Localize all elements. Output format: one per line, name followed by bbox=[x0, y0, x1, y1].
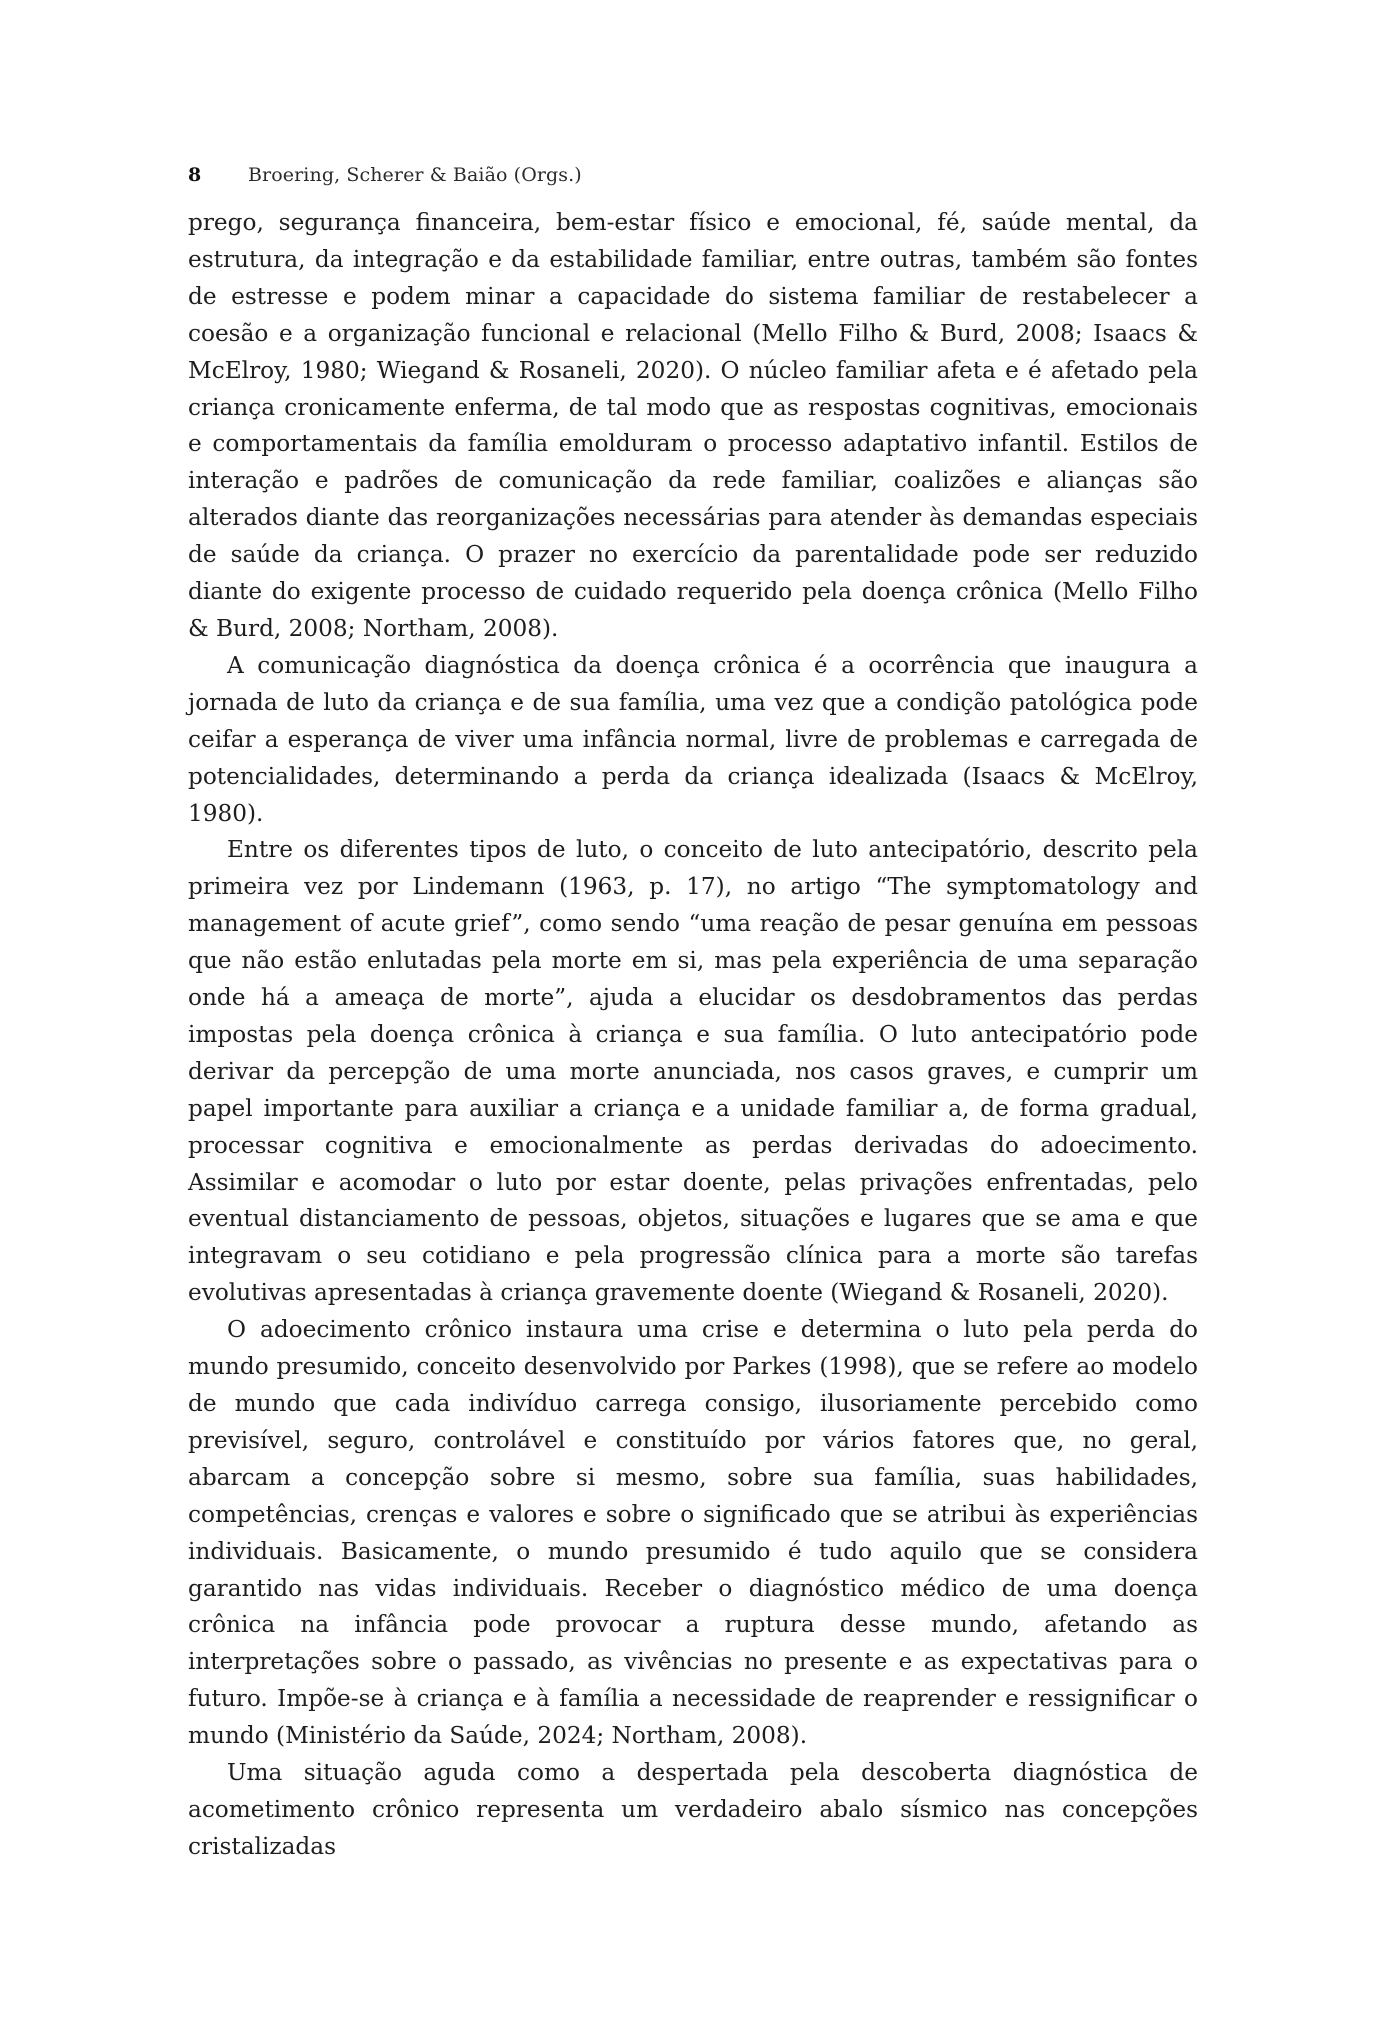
paragraph-presumed-world: O adoecimento crônico instaura uma crise e determina o luto pela perda do mundo presumido, conceito desenvolvido por Parkes (1998), que se refere ao modelo de mundo que cada indivíduo carrega consigo, ilusoriamente percebido como previsível, seguro, controlável e constituído por vários fatores que, no geral, abarcam a concepção sobre si mesmo, sobre sua família, suas habilidades, competências, crenças e valores e sobre o significado que se atribui às experiências individuais. Basicamente, o mundo presumido é tudo aquilo que se considera garantido nas vidas individuais. Receber o diagnóstico médico de uma doença crônica na infância pode provocar a ruptura desse mundo, afetando as interpretações sobre o passado, as vivências no presente e as expectativas para o futuro. Impõe-se à criança e à família a necessidade de reaprender e ressignificar o mundo (Ministério da Saúde, 2024; Northam, 2008). bbox=[188, 1316, 1198, 1750]
paragraph-anticipatory-grief: Entre os diferentes tipos de luto, o conceito de luto antecipatório, descrito pela primeira vez por Lindemann (1963, p. 17), no artigo “The symptomatology and management of acute grief”, como sendo “uma reação de pesar genuína em pessoas que não estão enlutadas pela morte em si, mas pela experiência de uma separação onde há a ameaça de morte”, ajuda a elucidar os desdobramentos das perdas impostas pela doença crônica à criança e sua família. O luto antecipatório pode derivar da percepção de uma morte anunciada, nos casos graves, e cumprir um papel importante para auxiliar a criança e a unidade familiar a, de forma gradual, processar cognitiva e emocionalmente as perdas derivadas do adoecimento. Assimilar e acomodar o luto por estar doente, pelas privações enfrentadas, pelo eventual distanciamento de pessoas, objetos, situações e lugares que se ama e que integravam o seu cotidiano e pela progressão clínica para a morte são tarefas evolutivas apresentadas à criança gravemente doente (Wiegand & Rosaneli, 2020). bbox=[188, 836, 1198, 1307]
body-text bbox=[188, 205, 1198, 1866]
paragraph-continued: prego, segurança financeira, bem-estar físico e emocional, fé, saúde mental, da estrutura, da integração e da estabilidade familiar, entre outras, também são fontes de estresse e podem minar a capacidade do sistema familiar de restabelecer a coesão e a organização funcional e relacional (Mello Filho & Burd, 2008; Isaacs & McElroy, 1980; Wiegand & Rosaneli, 2020). O núcleo familiar afeta e é afetado pela criança cronicamente enferma, de tal modo que as respostas cognitivas, emocionais e comportamentais da família emolduram o processo adaptativo infantil. Estilos de interação e padrões de comunicação da rede familiar, coalizões e alianças são alterados diante das reorganizações necessárias para atender às demandas especiais de saúde da criança. O prazer no exercício da parentalidade pode ser reduzido diante do exigente processo de cuidado requerido pela doença crônica (Mello Filho & Burd, 2008; Northam, 2008). bbox=[188, 209, 1198, 642]
running-header bbox=[188, 160, 1198, 190]
page-number: 8 bbox=[188, 164, 202, 186]
paragraph-diagnostic-communication: A comunicação diagnóstica da doença crônica é a ocorrência que inaugura a jornada de luto da criança e de sua família, uma vez que a condição patológica pode ceifar a esperança de viver uma infância normal, livre de problemas e carregada de potencialidades, determinando a perda da criança idealizada (Isaacs & McElroy, 1980). bbox=[188, 651, 1198, 827]
paragraph-acute-situation: Uma situação aguda como a despertada pela descoberta diagnóstica de acometimento crônico representa um verdadeiro abalo sísmico nas concepções cristalizadas bbox=[188, 1759, 1198, 1860]
running-title: Broering, Scherer & Baião (Orgs.) bbox=[248, 164, 582, 186]
